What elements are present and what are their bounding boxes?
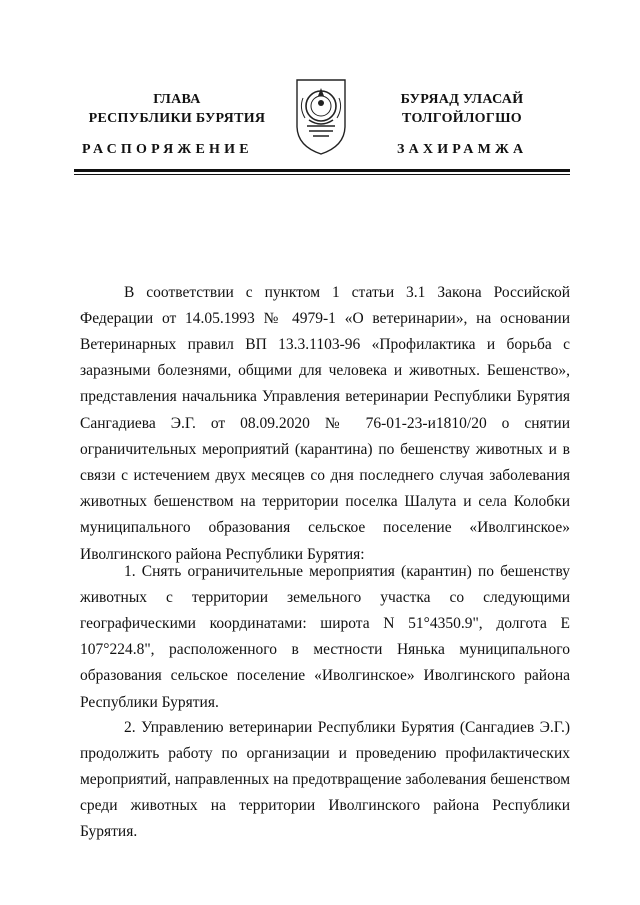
- issuer-ru-line1: ГЛАВА: [153, 92, 201, 107]
- item-2-paragraph: 2. Управлению ветеринарии Республики Бурятия (Сангадиев Э.Г.) продолжить работу по организации и проведению профилактических мероприятий, направленных на предотвращение заболевания бешенством среди животных на территории Иволгинского района Республики Бурятия.: [80, 718, 570, 841]
- header-divider-thick: [74, 169, 570, 172]
- issuer-bua-line2: ТОЛГОЙЛОГШО: [402, 111, 522, 126]
- issuer-ru: [82, 90, 272, 128]
- issuer-ru-line2: РЕСПУБЛИКИ БУРЯТИЯ: [88, 111, 266, 126]
- decree-type-ru: РАСПОРЯЖЕНИЕ: [82, 142, 253, 157]
- buryatia-coat-of-arms-icon: [291, 76, 351, 156]
- item-1-paragraph: 1. Снять ограничительные мероприятия (карантин) по бешенству животных с территории земельного участка со следующими географическими координатами: широта N 51°4350.9", долгота E 107°224.8", расположенного в местности Нянька муниципального образования сельское поселение «Иволгинское» Иволгинского района Республики Бурятия.: [80, 562, 570, 711]
- issuer-bua: [362, 90, 562, 128]
- header-divider-thin: [74, 174, 570, 175]
- decree-type-bua: ЗАХИРАМЖА: [397, 142, 528, 157]
- preamble-paragraph: В соответствии с пунктом 1 статьи 3.1 Закона Российской Федерации от 14.05.1993 № 4979-1 «О ветеринарии», на основании Ветеринарных правил ВП 13.3.1103-96 «Профилактика и борьба с заразными болезнями, общими для человека и животных. Бешенство», представления начальника Управления ветеринарии Республики Бурятия Сангадиева Э.Г. от 08.09.2020 № 76-01-23-и1810/20 о снятии ограничительных мероприятий (карантина) по бешенству животных и в связи с истечением двух месяцев со дня последнего случая заболевания животных бешенством на территории поселка Шалута и села Колобки муниципального образования сельское поселение «Иволгинское» Иволгинского района Республики Бурятия:: [80, 283, 570, 563]
- issuer-bua-line1: БУРЯАД УЛАСАЙ: [400, 92, 524, 107]
